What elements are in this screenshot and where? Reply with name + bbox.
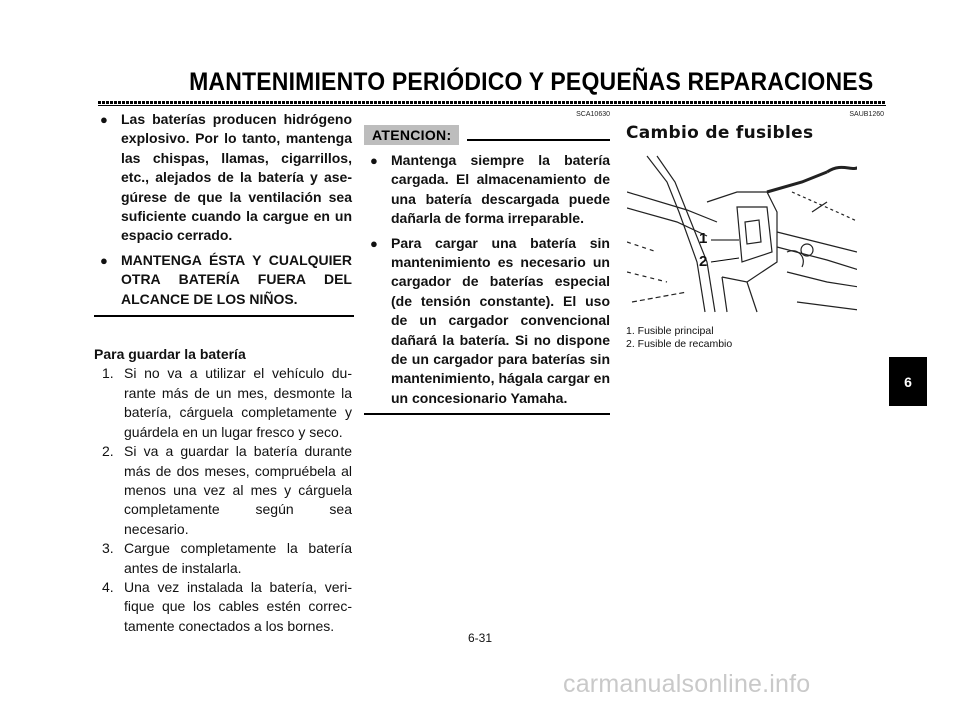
storage-title: Para guardar la batería — [94, 346, 246, 363]
page-header-title: MANTENIMIENTO PERIÓDICO Y PEQUEÑAS REPARACIONES — [189, 68, 874, 96]
step-text: Si va a guardar la batería durante más de dos meses, compruébela al menos una vez al mes y cárguela completamente según sea necesario. — [124, 443, 352, 537]
caption-item: 2. Fusible de recambio — [626, 337, 733, 350]
bullet-icon: ● — [370, 235, 378, 251]
column-middle — [364, 110, 610, 415]
step-text: Si no va a utilizar el vehículo durante más de un mes, desmonte la batería, cárguela completamente y guárdela en un lugar fresco y seco. — [124, 365, 352, 440]
atencion-label: ATENCION: — [364, 125, 459, 145]
warning-item — [94, 110, 352, 246]
section-title: Cambio de fusibles — [626, 123, 814, 143]
caution-item — [364, 151, 610, 229]
chapter-tab: 6 — [889, 357, 927, 406]
caution-list — [364, 151, 610, 408]
step-item — [94, 364, 352, 442]
fuse-line-drawing — [627, 152, 858, 315]
step-item — [94, 442, 352, 539]
step-number: 2. — [102, 443, 114, 460]
step-number: 1. — [102, 365, 114, 382]
header-rule-thin — [98, 105, 886, 106]
step-item — [94, 539, 352, 578]
column-right — [626, 110, 884, 350]
step-number: 4. — [102, 578, 114, 595]
figure-captions — [626, 325, 884, 350]
bullet-icon: ● — [370, 153, 378, 168]
page-number: 6-31 — [467, 631, 493, 645]
column-left — [94, 110, 352, 636]
bullet-icon: ● — [100, 112, 108, 127]
atencion-rule — [467, 139, 610, 141]
figure-label-2: 2 — [699, 253, 708, 271]
reference-code: SAUB1260 — [849, 111, 884, 118]
step-text: Una vez instalada la batería, verifique que los cables estén correctamente conectados a los bornes. — [124, 578, 352, 634]
caution-text: Para cargar una batería sin mantenimiento es necesario un cargador de baterías especial (de tensión constante). El uso de un cargador convencional dañará la batería. Si no dispone de un cargador para baterías sin mantenimiento, hágala cargar en un concesionario Yamaha. — [391, 234, 610, 406]
caption-item: 1. Fusible principal — [626, 325, 714, 338]
watermark: carmanualsonline.info — [563, 670, 811, 698]
warning-end-rule — [94, 315, 354, 317]
atencion-header — [364, 123, 610, 147]
warning-list — [94, 110, 352, 309]
caution-item — [364, 234, 610, 409]
step-number: 3. — [102, 540, 114, 557]
bullet-icon: ● — [100, 252, 108, 268]
fuse-illustration — [626, 151, 858, 315]
warning-text: MANTENGA ÉSTA Y CUALQUIER OTRA BATERÍA FUERA DEL ALCANCE DE LOS NIÑOS. — [121, 251, 352, 307]
caution-text: Mantenga siempre la batería cargada. El almacenamiento de una batería descargada puede dañarla de forma irreparable. — [391, 152, 610, 227]
reference-code: SCA10630 — [576, 111, 610, 118]
step-text: Cargue completamente la batería antes de instalarla. — [124, 540, 352, 576]
warning-text: Las baterías producen hidrógeno explosivo. Por lo tanto, mantenga las chispas, llamas, cigarrillos, etc., alejados de la batería y asegúrese de que la ventilación sea suficiente cuando la cargue en un espacio cerrado. — [121, 111, 352, 244]
storage-steps — [94, 364, 352, 636]
step-item — [94, 578, 352, 636]
caution-end-rule — [364, 413, 610, 415]
figure-label-1: 1 — [699, 230, 708, 248]
warning-item — [94, 251, 352, 309]
header-rule — [98, 101, 886, 104]
